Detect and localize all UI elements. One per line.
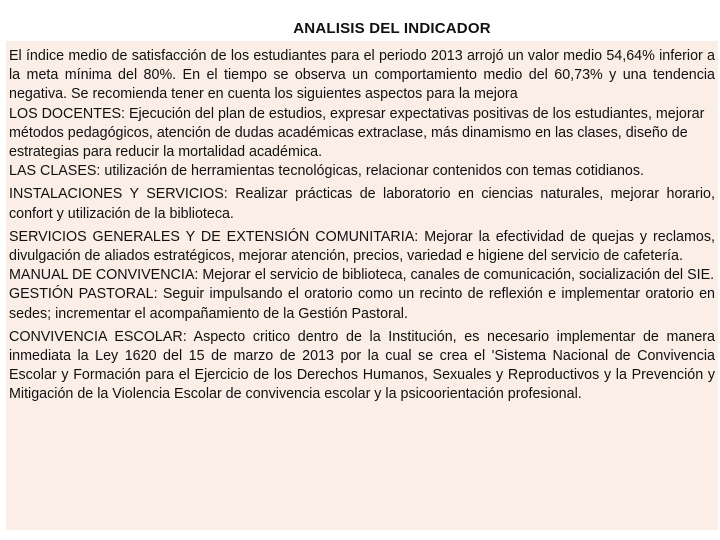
gestion-heading: GESTIÓN PASTORAL: [9, 286, 154, 303]
convivencia-heading: CONVIVENCIA ESCOLAR:: [9, 328, 187, 345]
convivencia-text: Aspecto critico dentro de la Institución, es necesario implementar de manera inmediata la Ley 1620 del 15 de marzo de 2013 por la cual se crea el 'Sistema Nacional de Convivencia Escolar y Formación para el Ejercicio de los Derechos Humanos, Sexuales y Reproductivos y la Prevención y Mitigación de la Violencia Escolar de convivencia escolar y la psicoorientación profesional.: [9, 328, 715, 403]
docentes-paragraph: [9, 105, 715, 163]
intro-paragraph: El índice medio de satisfacción de los estudiantes para el periodo 2013 arrojó un valor medio 54,64% inferior a la meta mínima del 80%. En el tiempo se observa un comportamiento medio del 60,73% y una tendencia negativa. Se recomienda tener en cuenta los siguientes aspectos para la mejora: [9, 48, 715, 103]
manual-paragraph: [9, 266, 715, 285]
convivencia-paragraph: [9, 328, 715, 405]
docentes-heading: LOS DOCENTES:: [9, 105, 125, 122]
servicios-generales-heading: SERVICIOS GENERALES Y DE EXTENSIÓN COMUNITARIA: [9, 228, 415, 245]
page-title: ANALISIS DEL INDICADOR: [293, 20, 491, 37]
manual-heading: MANUAL DE CONVIVENCIA: [9, 267, 195, 284]
clases-paragraph: [9, 162, 715, 181]
docentes-text: Ejecución del plan de estudios, expresar expectativas positivas de los estudiantes, mejorar métodos pedagógicos, atención de dudas académicas extraclase, más dinamismo en las clases, diseño de estrategias para reducir la mortalidad académica.: [9, 105, 705, 161]
analysis-text-box: [6, 41, 718, 530]
servicios-generales-text: : Mejorar la efectividad de quejas y reclamos, divulgación de aliados estratégicos, mejorar atención, precios, variedad e higiene del servicio de cafetería.: [9, 228, 715, 265]
manual-text: : Mejorar el servicio de biblioteca, canales de comunicación, socialización del SIE.: [194, 267, 715, 284]
clases-text: utilización de herramientas tecnológicas, relacionar contenidos con temas cotidianos.: [100, 163, 644, 180]
instalaciones-text: Realizar prácticas de laboratorio en ciencias naturales, mejorar horario, confort y utilización de la biblioteca.: [9, 186, 715, 222]
servicios-generales-paragraph: [9, 228, 715, 266]
instalaciones-paragraph: [9, 185, 715, 223]
gestion-text: : Seguir impulsando el oratorio como un recinto de reflexión e implementar oratorio en sedes; incrementar el acompañamiento de la Gestión Pastoral.: [9, 286, 715, 322]
instalaciones-heading: INSTALACIONES Y SERVICIOS:: [9, 186, 228, 203]
clases-heading: LAS CLASES:: [9, 163, 101, 180]
gestion-paragraph: [9, 285, 715, 323]
